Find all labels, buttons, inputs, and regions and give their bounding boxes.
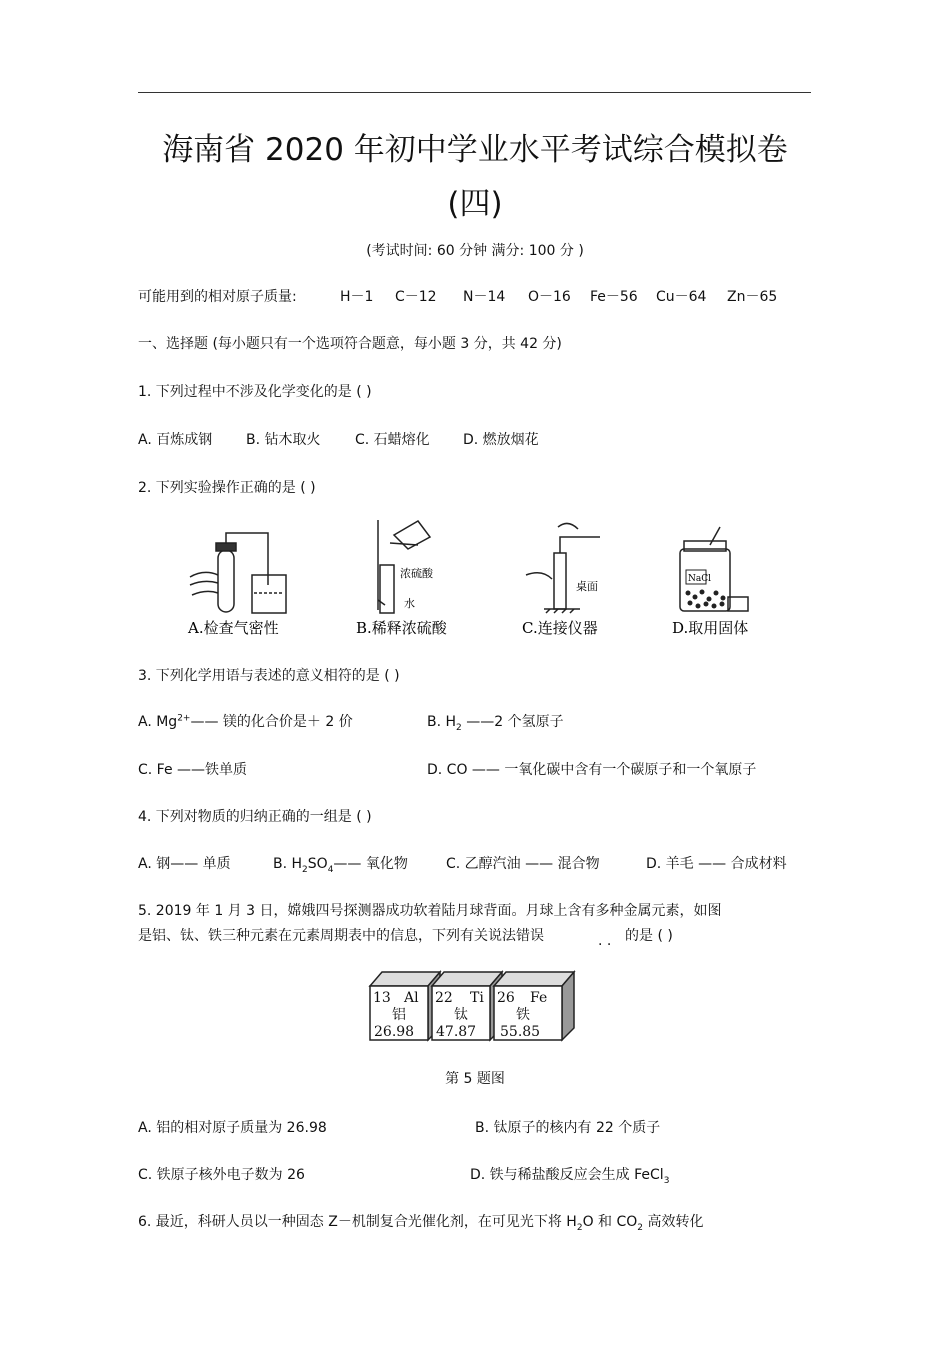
el1-name: 铝 xyxy=(392,1007,406,1023)
q5-line1: 5. 2019 年 1 月 3 日，嫦娥四号探测器成功软着陆月球背面。月球上含有多种金属元素，如图 xyxy=(138,903,722,919)
q6-stem: 6. 最近，科研人员以一种固态 Z－机制复合光催化剂，在可见光下将 $H_2O$ 和 $CO_2$ 高效转化 xyxy=(138,1214,704,1233)
figure-d-granules xyxy=(686,590,726,609)
el3-mass: 55.85 xyxy=(500,1024,541,1040)
label-water: 水 xyxy=(404,597,415,610)
el2-symbol: Ti xyxy=(470,990,484,1006)
el3-symbol: Fe xyxy=(530,990,548,1006)
q3-stem: 3. 下列化学用语与表述的意义相符的是 ( ) xyxy=(138,668,400,684)
figure-d-solid xyxy=(680,527,748,611)
q4-option-a: A. 钢—— 单质 xyxy=(138,856,231,872)
page-title-subtitle: (四) xyxy=(447,186,503,222)
page-title: 海南省 2020 年初中学业水平考试综合模拟卷 xyxy=(162,132,788,168)
atomic-mass-c: C－12 xyxy=(395,289,437,305)
atomic-mass-n: N－14 xyxy=(463,289,506,305)
q4-stem: 4. 下列对物质的归纳正确的一组是 ( ) xyxy=(138,809,372,825)
figure-a-airtightness xyxy=(190,533,286,613)
q5-option-d: D. 铁与稀盐酸反应会生成 FeCl$_3$ xyxy=(470,1167,670,1186)
q5-line2: 是铝、钛、铁三种元素在元素周期表中的信息，下列有关说法错误 xyxy=(138,928,544,944)
el3-number: 26 xyxy=(497,990,515,1006)
top-rule xyxy=(138,92,811,93)
atomic-mass-o: O－16 xyxy=(528,289,571,305)
periodic-table-cells xyxy=(360,968,580,1048)
q4-option-d: D. 羊毛 —— 合成材料 xyxy=(646,856,787,872)
el1-mass: 26.98 xyxy=(374,1024,415,1040)
caption-a: A.检查气密性 xyxy=(188,619,279,637)
q1-option-c: C. 石蜡熔化 xyxy=(355,432,430,448)
caption-d: D.取用固体 xyxy=(672,619,749,637)
q5-line2-end: 的是 ( ) xyxy=(625,928,673,944)
el1-number: 13 xyxy=(373,990,391,1006)
emphasis-dots: . . xyxy=(598,933,612,949)
el2-number: 22 xyxy=(435,990,453,1006)
label-nacl: NaCl xyxy=(688,574,712,584)
caption-c: C.连接仪器 xyxy=(522,619,598,637)
atomic-mass-fe: Fe－56 xyxy=(590,289,638,305)
q5-option-c: C. 铁原子核外电子数为 26 xyxy=(138,1167,305,1183)
q4-option-b: B. $H_2SO_4——$ 氧化物 xyxy=(273,856,408,875)
q1-option-d: D. 燃放烟花 xyxy=(463,432,539,448)
section-heading: 一、选择题 (每小题只有一个选项符合题意，每小题 3 分，共 42 分) xyxy=(138,336,562,352)
atomic-mass-zn: Zn－65 xyxy=(727,289,778,305)
label-conc-acid: 浓硫酸 xyxy=(400,567,433,580)
q3-option-c: C. Fe ——铁单质 xyxy=(138,762,248,778)
atomic-masses-label: 可能用到的相对原子质量: xyxy=(138,289,297,305)
q5-option-b: B. 钛原子的核内有 22 个质子 xyxy=(475,1120,661,1136)
exam-info: (考试时间: 60 分钟 满分: 100 分 ) xyxy=(366,243,584,259)
q2-experiment-figures xyxy=(180,515,780,645)
figure-c-connect xyxy=(526,523,600,613)
el3-name: 铁 xyxy=(516,1007,530,1023)
q3-option-b: B. $H_2$ ——2 个氢原子 xyxy=(427,714,564,733)
el2-mass: 47.87 xyxy=(436,1024,477,1040)
el1-symbol: Al xyxy=(404,990,419,1006)
q1-stem: 1. 下列过程中不涉及化学变化的是 ( ) xyxy=(138,384,372,400)
atomic-mass-cu: Cu－64 xyxy=(656,289,707,305)
q2-stem: 2. 下列实验操作正确的是 ( ) xyxy=(138,480,316,496)
label-desk: 桌面 xyxy=(576,580,598,593)
q4-option-c: C. 乙醇汽油 —— 混合物 xyxy=(446,856,600,872)
q5-option-a: A. 铝的相对原子质量为 26.98 xyxy=(138,1120,327,1136)
q1-option-b: B. 钻木取火 xyxy=(246,432,321,448)
q3-option-d: D. CO —— 一氧化碳中含有一个碳原子和一个氧原子 xyxy=(427,762,757,778)
el2-name: 钛 xyxy=(454,1007,468,1023)
figure-caption: 第 5 题图 xyxy=(445,1071,505,1087)
q3-option-a: A. $Mg^{2+}——$ 镁的化合价是＋ 2 价 xyxy=(138,713,353,730)
q1-option-a: A. 百炼成钢 xyxy=(138,432,213,448)
atomic-mass-h: H－1 xyxy=(340,289,374,305)
caption-b: B.稀释浓硫酸 xyxy=(356,619,447,637)
